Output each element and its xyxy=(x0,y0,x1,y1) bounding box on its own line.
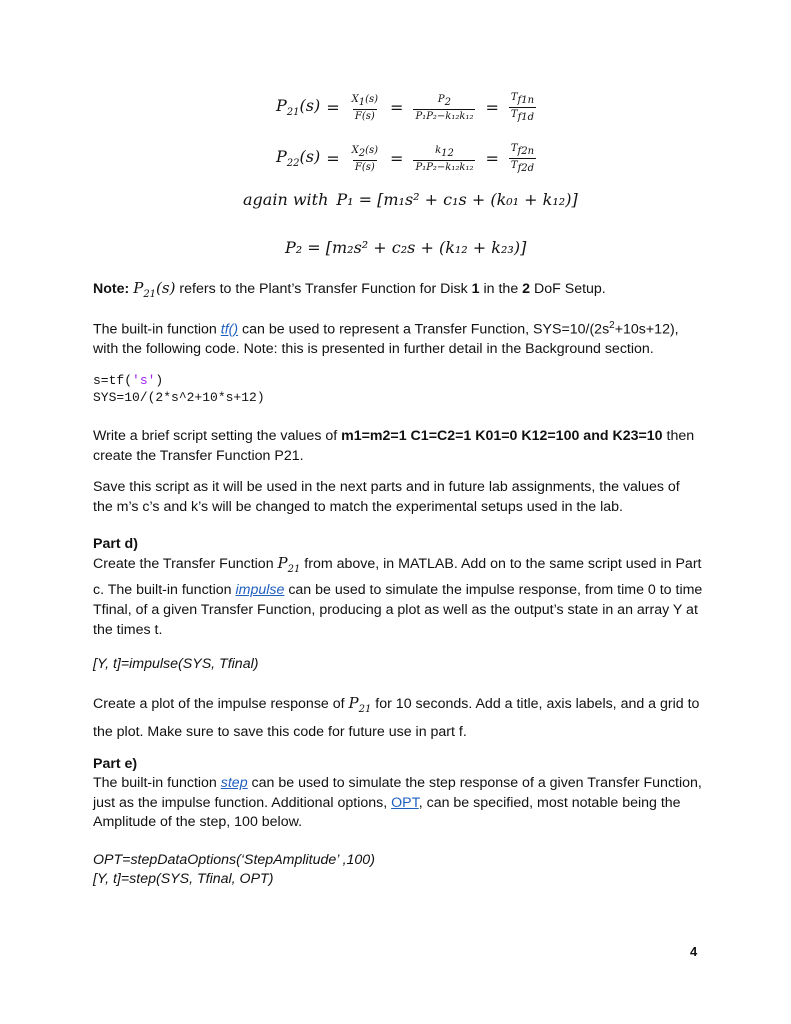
impulse-link[interactable]: impulse xyxy=(235,582,285,598)
impulse-code: [Y, t]=impulse(SYS, Tfinal) xyxy=(93,656,259,672)
equation-p21: $P_{21}(s)$ = $\frac{X_1(s)}{F(s)}$ = $\frac{P_2}{\text{P₁P₂−k₁₂k₁₂}}$ = $\frac{T_{f1n}}{T_{f1d}}$ xyxy=(276,92,535,123)
opt-link[interactable]: OPT xyxy=(391,794,419,811)
note-paragraph: Note: $P_{21}(s)$ refers to the Plant’s Transfer Function for Disk 1 in the 2 DoF Setup. xyxy=(93,279,606,300)
step-call-code: [Y, t]=step(SYS, Tfinal, OPT) xyxy=(93,871,274,887)
equation-p2: P₂ = [m₂s² + c₂s + (k₁₂ + k₂₃)] xyxy=(285,238,527,257)
step-options-code: OPT=stepDataOptions(‘StepAmplitude’ ,100) xyxy=(93,852,375,868)
code-block-tf: s=tf('s') SYS=10/(2*s^2+10*s+12) xyxy=(93,373,265,405)
equation-p22: $P_{22}(s)$ = $\frac{X_2(s)}{F(s)}$ = $\frac{k_{12}}{\text{P₁P₂−k₁₂k₁₂}}$ = $\frac{T_{f2n}}{T_{f2d}}$ xyxy=(276,143,535,174)
equation-p1: again with P₁ = [m₁s² + c₁s + (k₀₁ + k₁₂)] xyxy=(243,190,578,209)
part-e-heading: Part e) xyxy=(93,756,138,772)
again-with-label: again with xyxy=(243,190,329,209)
part-d-plot-paragraph: Create a plot of the impulse response of $P_{21}$ for 10 seconds. Add a title, axis labels, and a grid to the plot. Make sure to save this code for future use in part f. xyxy=(93,694,700,740)
tf-link[interactable]: tf() xyxy=(220,321,239,338)
part-d-heading: Part d) xyxy=(93,536,138,552)
save-script-paragraph: Save this script as it will be used in the next parts and in future lab assignments, the values of the m’s c’s and k’s will be changed to match the experimental setups used in the lab. xyxy=(93,479,680,515)
part-d-paragraph: Create the Transfer Function $P_{21}$ from above, in MATLAB. Add on to the same script used in Part c. The built-in function impulse can be used to simulate the impulse response, from time 0 to time Tfinal, of a given Transfer Function, producing a plot as well as the output’s state in an array Y at the times t. xyxy=(93,554,703,638)
page-number: 4 xyxy=(690,944,698,959)
builtin-tf-paragraph: The built-in function tf() can be used to represent a Transfer Function, $SYS=10/(2s^2+10s+12)$, with the following code. Note: this is presented in further detail in the Background section. xyxy=(93,320,679,358)
step-link[interactable]: step xyxy=(220,775,248,791)
part-e-paragraph: The built-in function step can be used to simulate the step response of a given Transfer Function, just as the impulse function. Additional options, OPT, can be specified, most notable being the Amplitude of the step, 100 below. xyxy=(93,775,702,830)
brief-script-paragraph: Write a brief script setting the values of m1=m2=1 C1=C2=1 K01=0 K12=100 and K23=10 then create the Transfer Function P21. xyxy=(93,428,695,464)
